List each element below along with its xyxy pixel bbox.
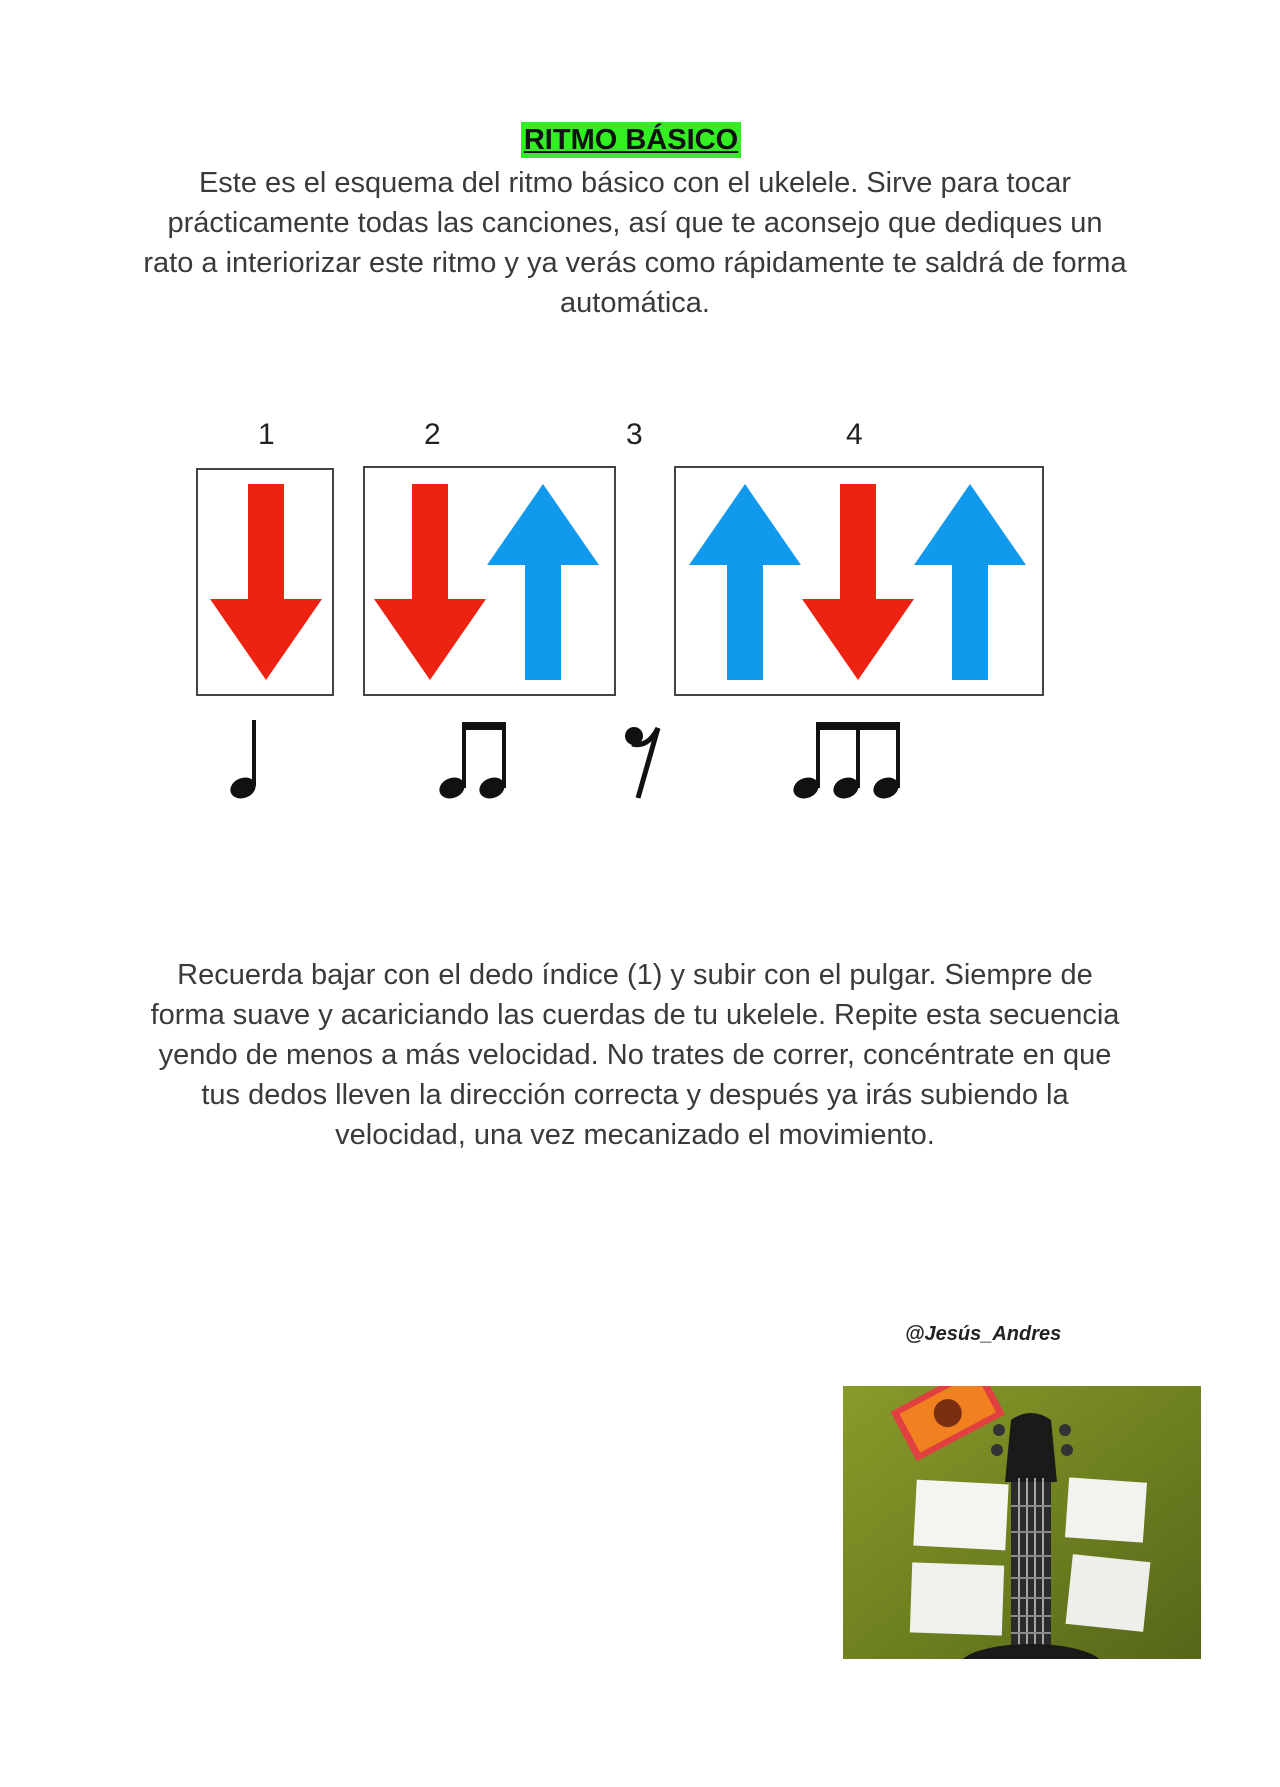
up-arrow-icon [689, 484, 801, 680]
down-arrow-icon [210, 484, 322, 680]
intro-paragraph: Este es el esquema del ritmo básico con el ukelele. Sirve para tocar prácticamente todas las canciones, así que te aconsejo que dediques un rato a interiorizar este ritmo y ya verás como rápidamente te saldrá de forma automática. [143, 167, 1127, 319]
eighth-rest-icon [622, 722, 666, 802]
two-eighth-notes-icon [436, 718, 512, 802]
author-handle: @Jesús_Andres [905, 1323, 1062, 1345]
beat-number-3: 3 [626, 418, 643, 451]
quarter-note-icon [228, 718, 268, 802]
page-title: RITMO BÁSICO [521, 122, 741, 158]
up-arrow-icon [914, 484, 1026, 680]
beat-number-1: 1 [258, 418, 275, 451]
beat-number-2: 2 [424, 418, 441, 451]
down-arrow-icon [374, 484, 486, 680]
down-arrow-icon [802, 484, 914, 680]
three-eighth-notes-icon [790, 718, 906, 802]
title-wrapper [0, 122, 1262, 158]
beat-number-4: 4 [846, 418, 863, 451]
advice-paragraph: Recuerda bajar con el dedo índice (1) y subir con el pulgar. Siempre de forma suave y acariciando las cuerdas de tu ukelele. Repite esta secuencia yendo de menos a más velocidad. No trates de correr, concéntrate en que tus dedos lleven la dirección correcta y después ya irás subiendo la velocidad, una vez mecanizado el movimiento. [150, 959, 1120, 1151]
up-arrow-icon [487, 484, 599, 680]
ukulele-photo [843, 1386, 1201, 1659]
